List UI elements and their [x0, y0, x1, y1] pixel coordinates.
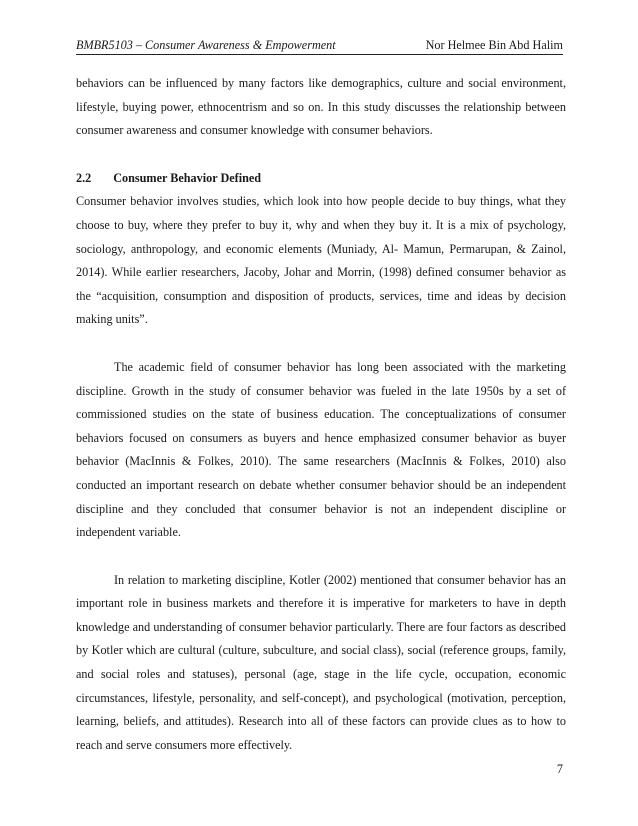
page-header [76, 36, 563, 55]
continuation-paragraph: behaviors can be influenced by many factors like demographics, culture and social environment, lifestyle, buying power, ethnocentrism and so on. In this study discusses the relationship between consumer awareness and consumer knowledge with consumer behaviors. [76, 76, 566, 138]
paragraph-academic-field: The academic field of consumer behavior has long been associated with the marketing discipline. Growth in the study of consumer behavior was fueled in the late 1950s by a set of commissioned studies on the state of business education. The conceptualizations of consumer behaviors focused on consumers as buyers and hence emphasized consumer behavior as buyer behavior (MacInnis & Folkes, 2010). The same researchers (MacInnis & Folkes, 2010) also conducted an important research on debate whether consumer behavior should be an independent discipline and they concluded that consumer behavior is not an independent discipline or independent variable. [76, 359, 566, 540]
section-number: 2.2 [76, 170, 92, 185]
section-heading [76, 167, 566, 191]
paragraph-spacer [76, 545, 566, 569]
paragraph-kotler-factors: In relation to marketing discipline, Kotler (2002) mentioned that consumer behavior has an important role in business markets and therefore it is imperative for marketers to have in depth knowledge and understanding of consumer behavior particularly. There are four factors as described by Kotler which are cultural (culture, subculture, and social class), social (reference groups, family, and social roles and statuses), personal (age, stage in the life cycle, occupation, economic circumstances, lifestyle, personality, and self-concept), and psychological (motivation, perception, learning, beliefs, and attitudes). Research into all of these factors can provide clues as to how to reach and serve consumers more effectively. [76, 572, 566, 752]
header-author: Nor Helmee Bin Abd Halim [425, 38, 563, 52]
paragraph-spacer [76, 143, 566, 167]
section-title: Consumer Behavior Defined [113, 170, 262, 185]
paragraph-spacer [76, 332, 566, 356]
paragraph-definition: Consumer behavior involves studies, which look into how people decide to buy things, what they choose to buy, where they prefer to buy it, why and when they buy it. It is a mix of psychology, sociology, anthropology, and economic elements (Muniady, Al- Mamun, Permarupan, & Zainol, 2014). While earlier researchers, Jacoby, Johar and Morrin, (1998) defined consumer behavior as the “acquisition, consumption and disposition of products, services, time and ideas by decision making units”. [76, 194, 566, 327]
header-course-title: BMBR5103 – Consumer Awareness & Empowerment [76, 38, 336, 52]
document-body [76, 72, 566, 757]
page-number: 7 [556, 762, 563, 776]
